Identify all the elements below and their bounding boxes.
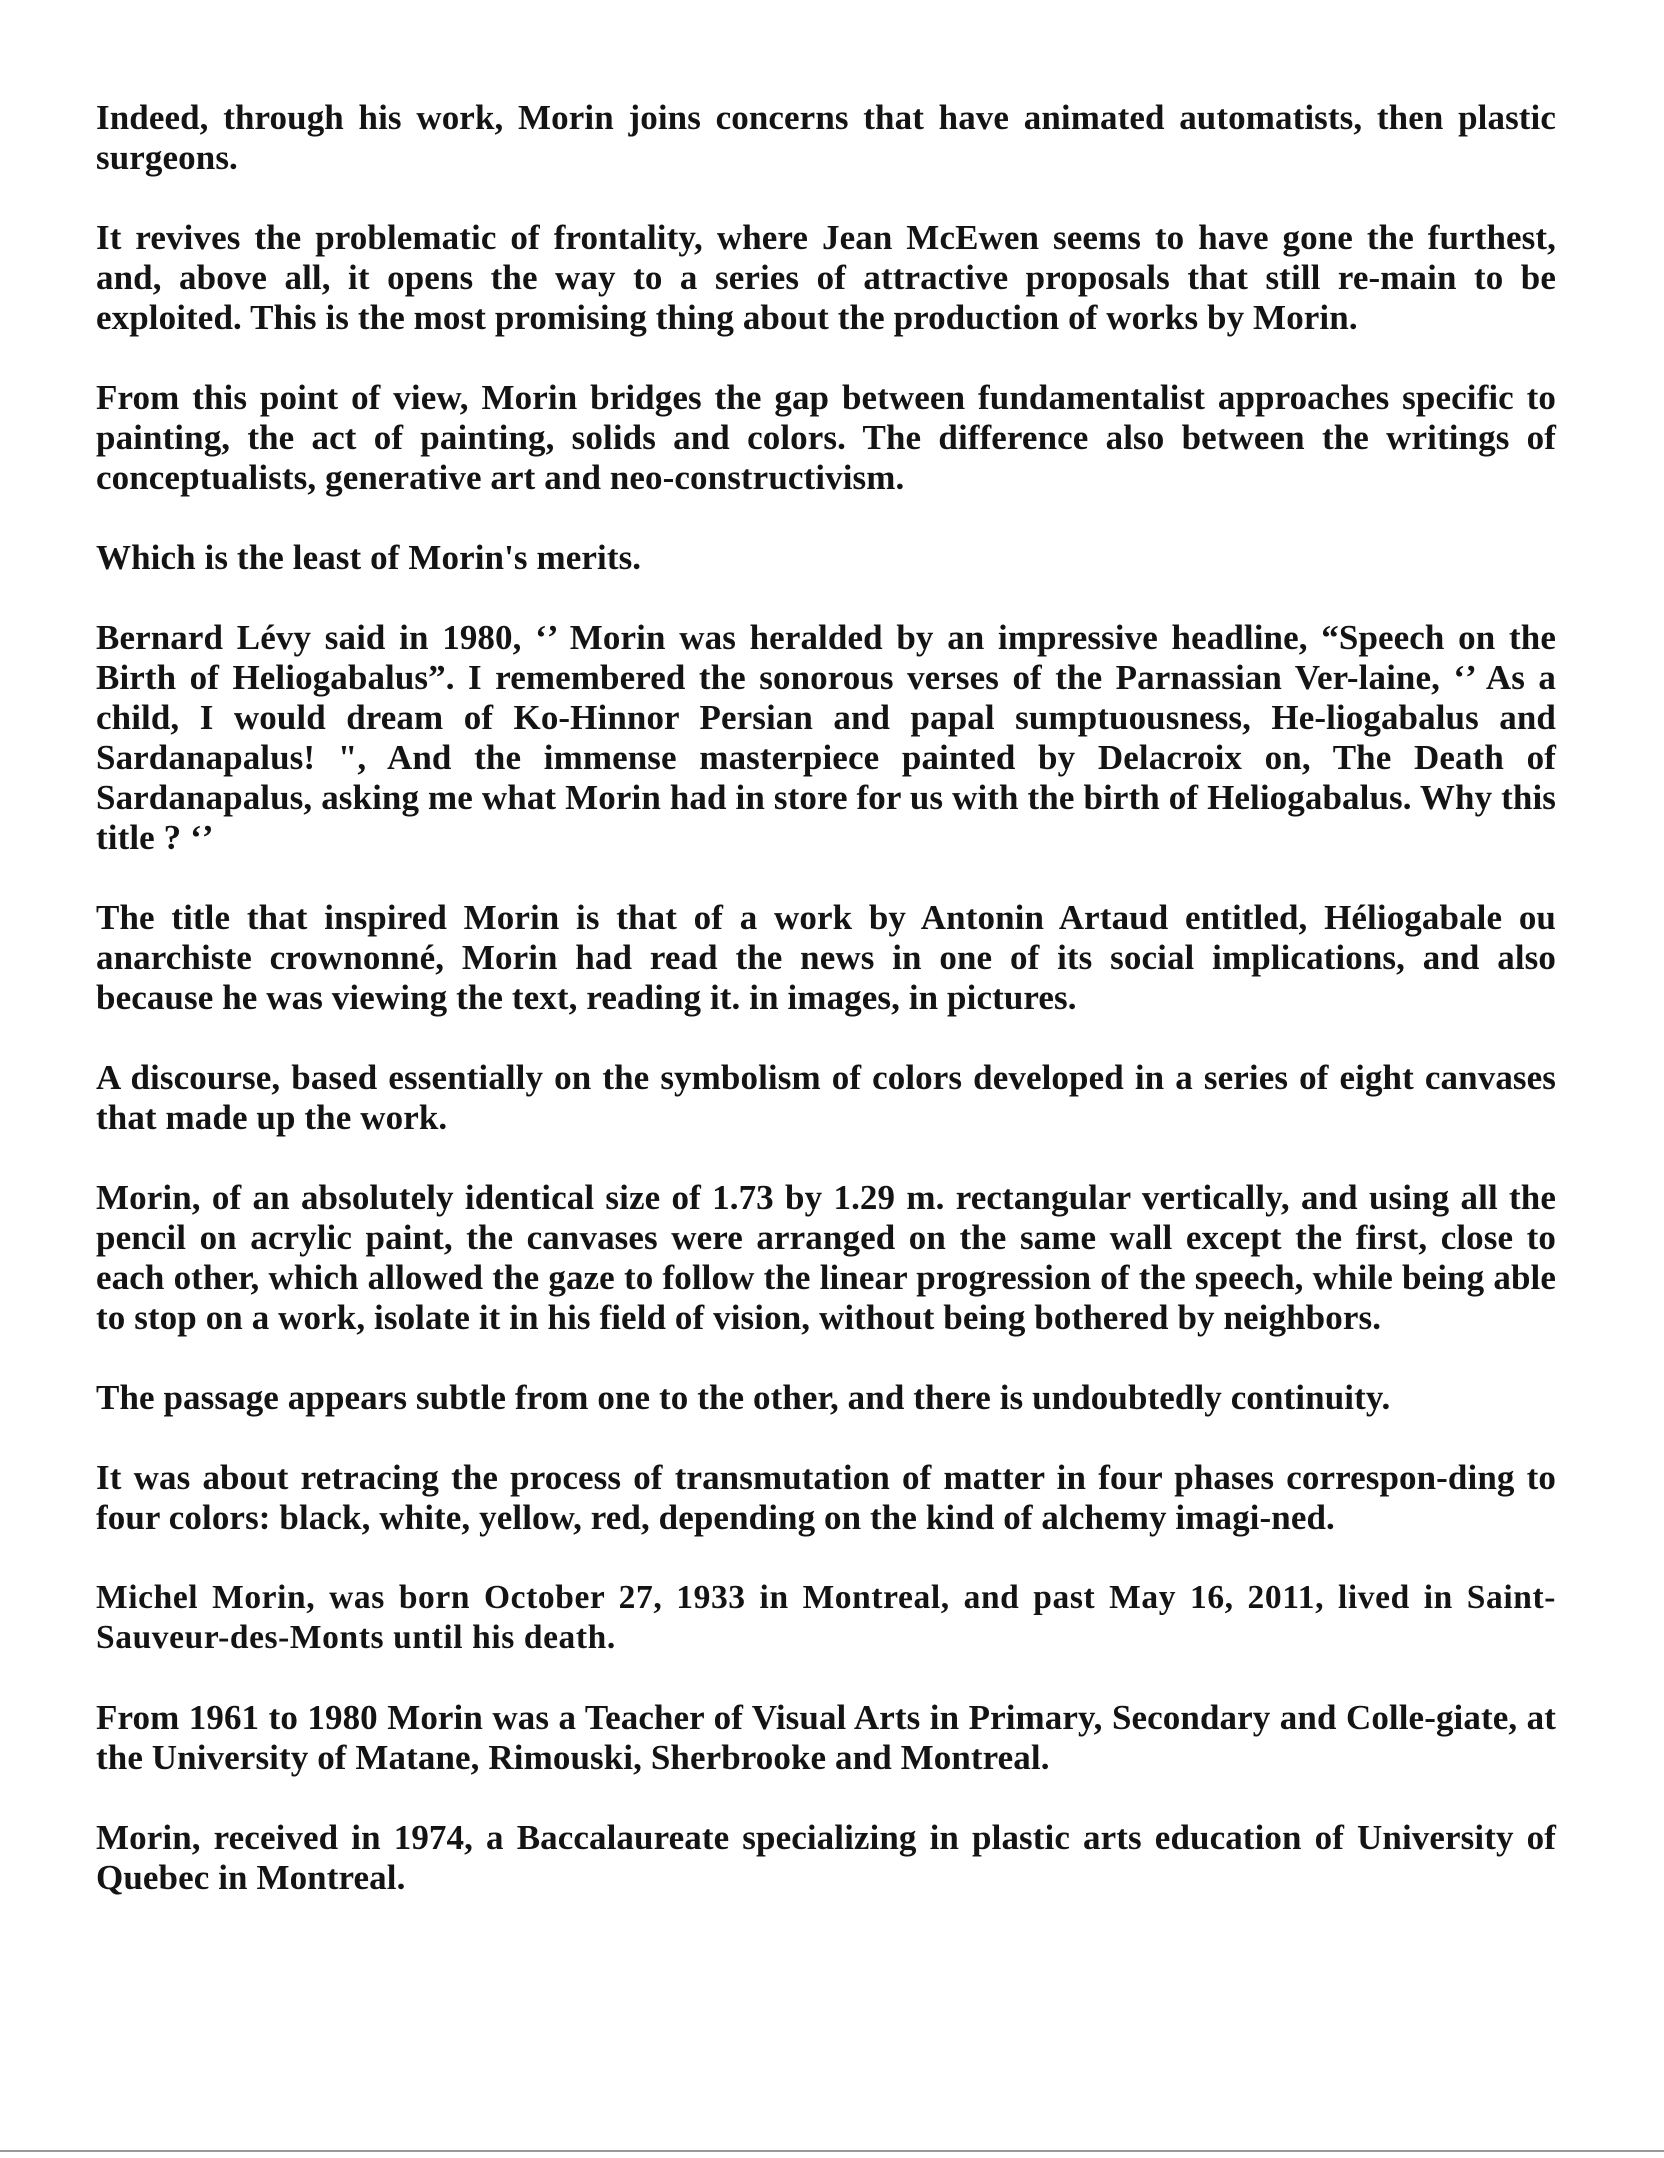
paragraph-discourse: A discourse, based essentially on the symbolism of colors developed in a series of eight canvases that made up the work. — [96, 1058, 1556, 1137]
paragraph-point-of-view: From this point of view, Morin bridges the gap between fundamentalist approaches specific to painting, the act of painting, solids and colors. The difference also between the writings of conceptualists, generative art and neo-constructivism. — [96, 378, 1556, 497]
paragraph-automatists: Indeed, through his work, Morin joins concerns that have animated automatists, then plastic surgeons. — [96, 98, 1556, 177]
paragraph-merits: Which is the least of Morin's merits. — [96, 538, 642, 577]
paragraph-birth: Michel Morin, was born October 27, 1933 in Montreal, and past May 16, 2011, lived in Saint-Sauveur-des-Monts until his death. — [96, 1579, 1556, 1656]
paragraph-passage: The passage appears subtle from one to the other, and there is undoubtedly continuity. — [96, 1378, 1391, 1417]
paragraph-teacher: From 1961 to 1980 Morin was a Teacher of Visual Arts in Primary, Secondary and Colle-giate, at the University of Matane, Rimouski, Sherbrooke and Montreal. — [96, 1698, 1556, 1777]
paragraph-transmutation: It was about retracing the process of transmutation of matter in four phases correspon-ding to four colors: black, white, yellow, red, depending on the kind of alchemy imagi-ned. — [96, 1458, 1556, 1537]
paragraph-canvases: Morin, of an absolutely identical size of 1.73 by 1.29 m. rectangular vertically, and using all the pencil on acrylic paint, the canvases were arranged on the same wall except the first, close to each other, which allowed the gaze to follow the linear progression of the speech, while being able to stop on a work, isolate it in his field of vision, without being bothered by neighbors. — [96, 1178, 1556, 1337]
paragraph-baccalaureate: Morin, received in 1974, a Baccalaureate specializing in plastic arts education of University of Quebec in Montreal. — [96, 1818, 1556, 1897]
page-bottom-edge — [0, 2150, 1664, 2152]
body-text — [96, 98, 1556, 1938]
paragraph-frontality: It revives the problematic of frontality, where Jean McEwen seems to have gone the furthest, and, above all, it opens the way to a series of attractive proposals that still re-main to be exploited. This is the most promising thing about the production of works by Morin. — [96, 218, 1556, 337]
paragraph-title-inspiration: The title that inspired Morin is that of a work by Antonin Artaud entitled, Héliogabale ou anarchiste crownonné, Morin had read the news in one of its social implications, and also because he was viewing the text, reading it. in images, in pictures. — [96, 898, 1556, 1017]
paragraph-bernard-levy-quote: Bernard Lévy said in 1980, ‘’ Morin was heralded by an impressive headline, “Speech on the Birth of Heliogabalus”. I remembered the sonorous verses of the Parnassian Ver-laine, ‘’ As a child, I would dream of Ko-Hinnor Persian and papal sumptuousness, He-liogabalus and Sardanapalus! ", And the immense masterpiece painted by Delacroix on, The Death of Sardanapalus, asking me what Morin had in store for us with the birth of Heliogabalus. Why this title ? ‘’ — [96, 618, 1556, 857]
